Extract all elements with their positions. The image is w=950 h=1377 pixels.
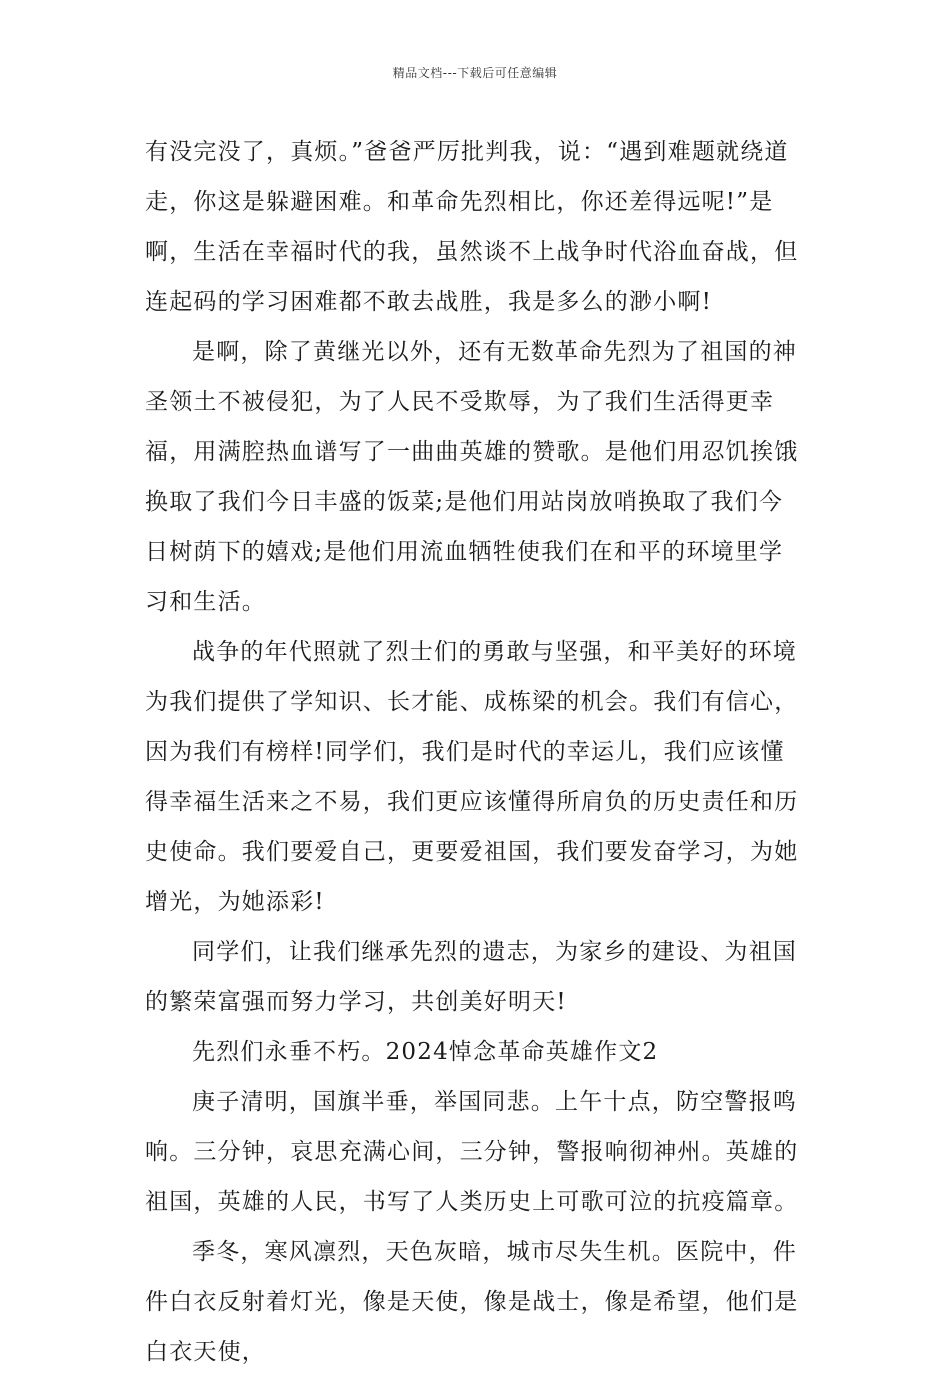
paragraph: 战争的年代照就了烈士们的勇敢与坚强，和平美好的环境为我们提供了学知识、长才能、成栋梁的机会。我们有信心，因为我们有榜样!同学们，我们是时代的幸运儿，我们应该懂得幸福生活来之不易，我们更应该懂得所肩负的历史责任和历史使命。我们要爱自己，更要爱祖国，我们要发奋学习，为她增光，为她添彩! — [145, 639, 799, 915]
section-title: 先烈们永垂不朽。2024悼念革命英雄作文2 — [192, 1039, 659, 1065]
paragraph: 季冬，寒风凛烈，天色灰暗，城市尽失生机。医院中，件件白衣反射着灯光，像是天使，像是战士，像是希望，他们是白衣天使， — [145, 1239, 799, 1365]
paragraph: 庚子清明，国旗半垂，举国同悲。上午十点，防空警报鸣响。三分钟，哀思充满心间，三分钟，警报响彻神州。英雄的祖国，英雄的人民，书写了人类历史上可歌可泣的抗疫篇章。 — [145, 1089, 799, 1215]
paragraph: 是啊，除了黄继光以外，还有无数革命先烈为了祖国的神圣领土不被侵犯，为了人民不受欺辱，为了我们生活得更幸福，用满腔热血谱写了一曲曲英雄的赞歌。是他们用忍饥挨饿换取了我们今日丰盛的饭菜;是他们用站岗放哨换取了我们今日树荫下的嬉戏;是他们用流血牺牲使我们在和平的环境里学习和生活。 — [145, 339, 799, 615]
article-body — [145, 127, 807, 1377]
paragraph: 有没完没了，真烦。”爸爸严厉批判我，说：“遇到难题就绕道走，你这是躲避困难。和革命先烈相比，你还差得远呢!”是啊，生活在幸福时代的我，虽然谈不上战争时代浴血奋战，但连起码的学习困难都不敢去战胜，我是多么的渺小啊! — [145, 139, 799, 315]
page-header: 精品文档---下载后可任意编辑 — [392, 66, 558, 80]
paragraph: 同学们，让我们继承先烈的遗志，为家乡的建设、为祖国的繁荣富强而努力学习，共创美好明天! — [145, 939, 797, 1015]
